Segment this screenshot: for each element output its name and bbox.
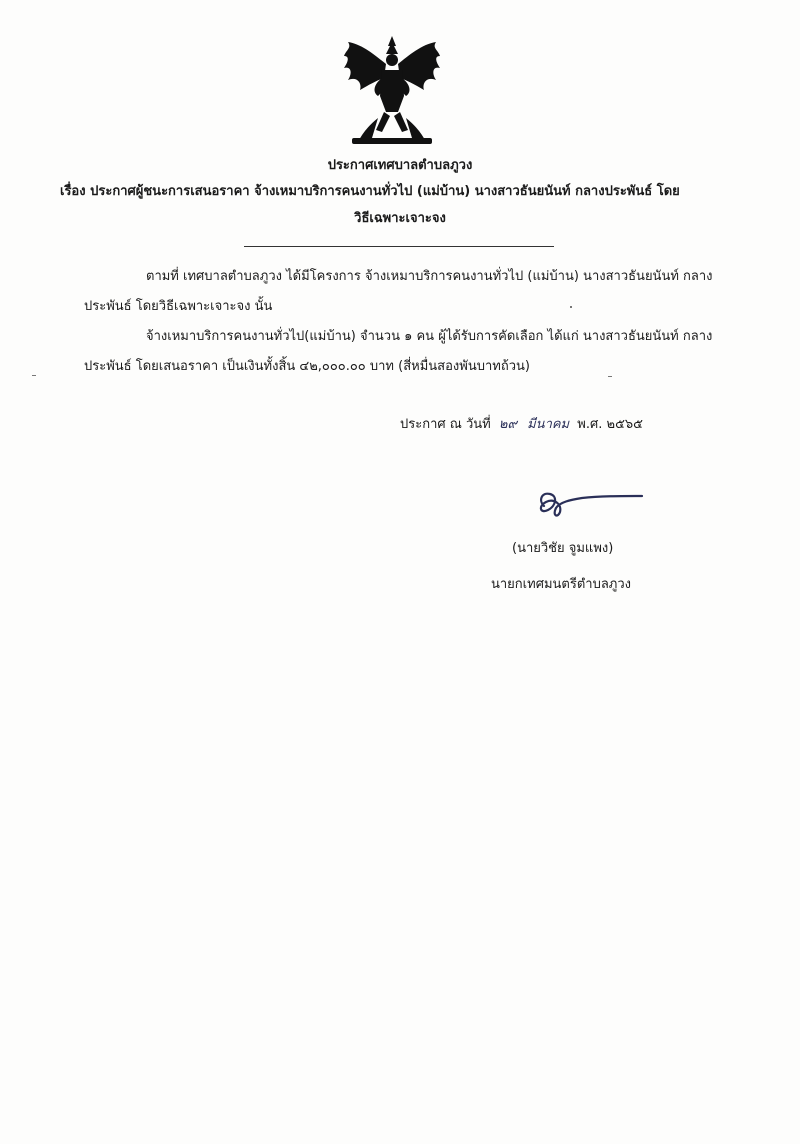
announcement-date	[400, 416, 643, 434]
paragraph-2-line-1: จ้างเหมาบริการคนงานทั่วไป(แม่บ้าน) จำนวน ๑ คน ผู้ได้รับการคัดเลือก ได้แก่ นางสาวธันยนันท์ กลาง	[146, 329, 713, 344]
paper-speck	[608, 376, 612, 377]
subject-line-1: เรื่อง ประกาศผู้ชนะการเสนอราคา จ้างเหมาบริการคนงานทั่วไป (แม่บ้าน) นางสาวธันยนันท์ กลางประพันธ์ โดย	[60, 184, 680, 199]
announcement-title: ประกาศเทศบาลตำบลภูวง	[327, 158, 473, 173]
garuda-emblem-icon	[338, 34, 446, 146]
paragraph-1-line-1: ตามที่ เทศบาลตำบลภูวง ได้มีโครงการ จ้างเหมาบริการคนงานทั่วไป (แม่บ้าน) นางสาวธันยนันท์ กลาง	[146, 269, 713, 284]
signatory-position: นายกเทศมนตรีตำบลภูวง	[491, 577, 631, 592]
handwritten-signature-icon	[530, 484, 650, 524]
date-year: พ.ศ. ๒๕๖๕	[577, 417, 643, 432]
paper-speck	[32, 375, 36, 376]
date-prefix: ประกาศ ณ วันที่	[400, 417, 491, 432]
paper-speck	[570, 306, 572, 308]
paragraph-2-line-2: ประพันธ์ โดยเสนอราคา เป็นเงินทั้งสิ้น ๔๒,๐๐๐.๐๐ บาท (สี่หมื่นสองพันบาทถ้วน)	[84, 359, 530, 374]
date-day-handwritten: ๒๙	[498, 417, 517, 432]
signatory-name: (นายวิชัย จูมแพง)	[512, 541, 614, 556]
date-month-handwritten: มีนาคม	[527, 417, 570, 432]
paragraph-1-line-2: ประพันธ์ โดยวิธีเฉพาะเจาะจง นั้น	[84, 299, 273, 314]
subject-line-2: วิธีเฉพาะเจาะจง	[354, 211, 446, 226]
divider-line	[244, 246, 554, 247]
